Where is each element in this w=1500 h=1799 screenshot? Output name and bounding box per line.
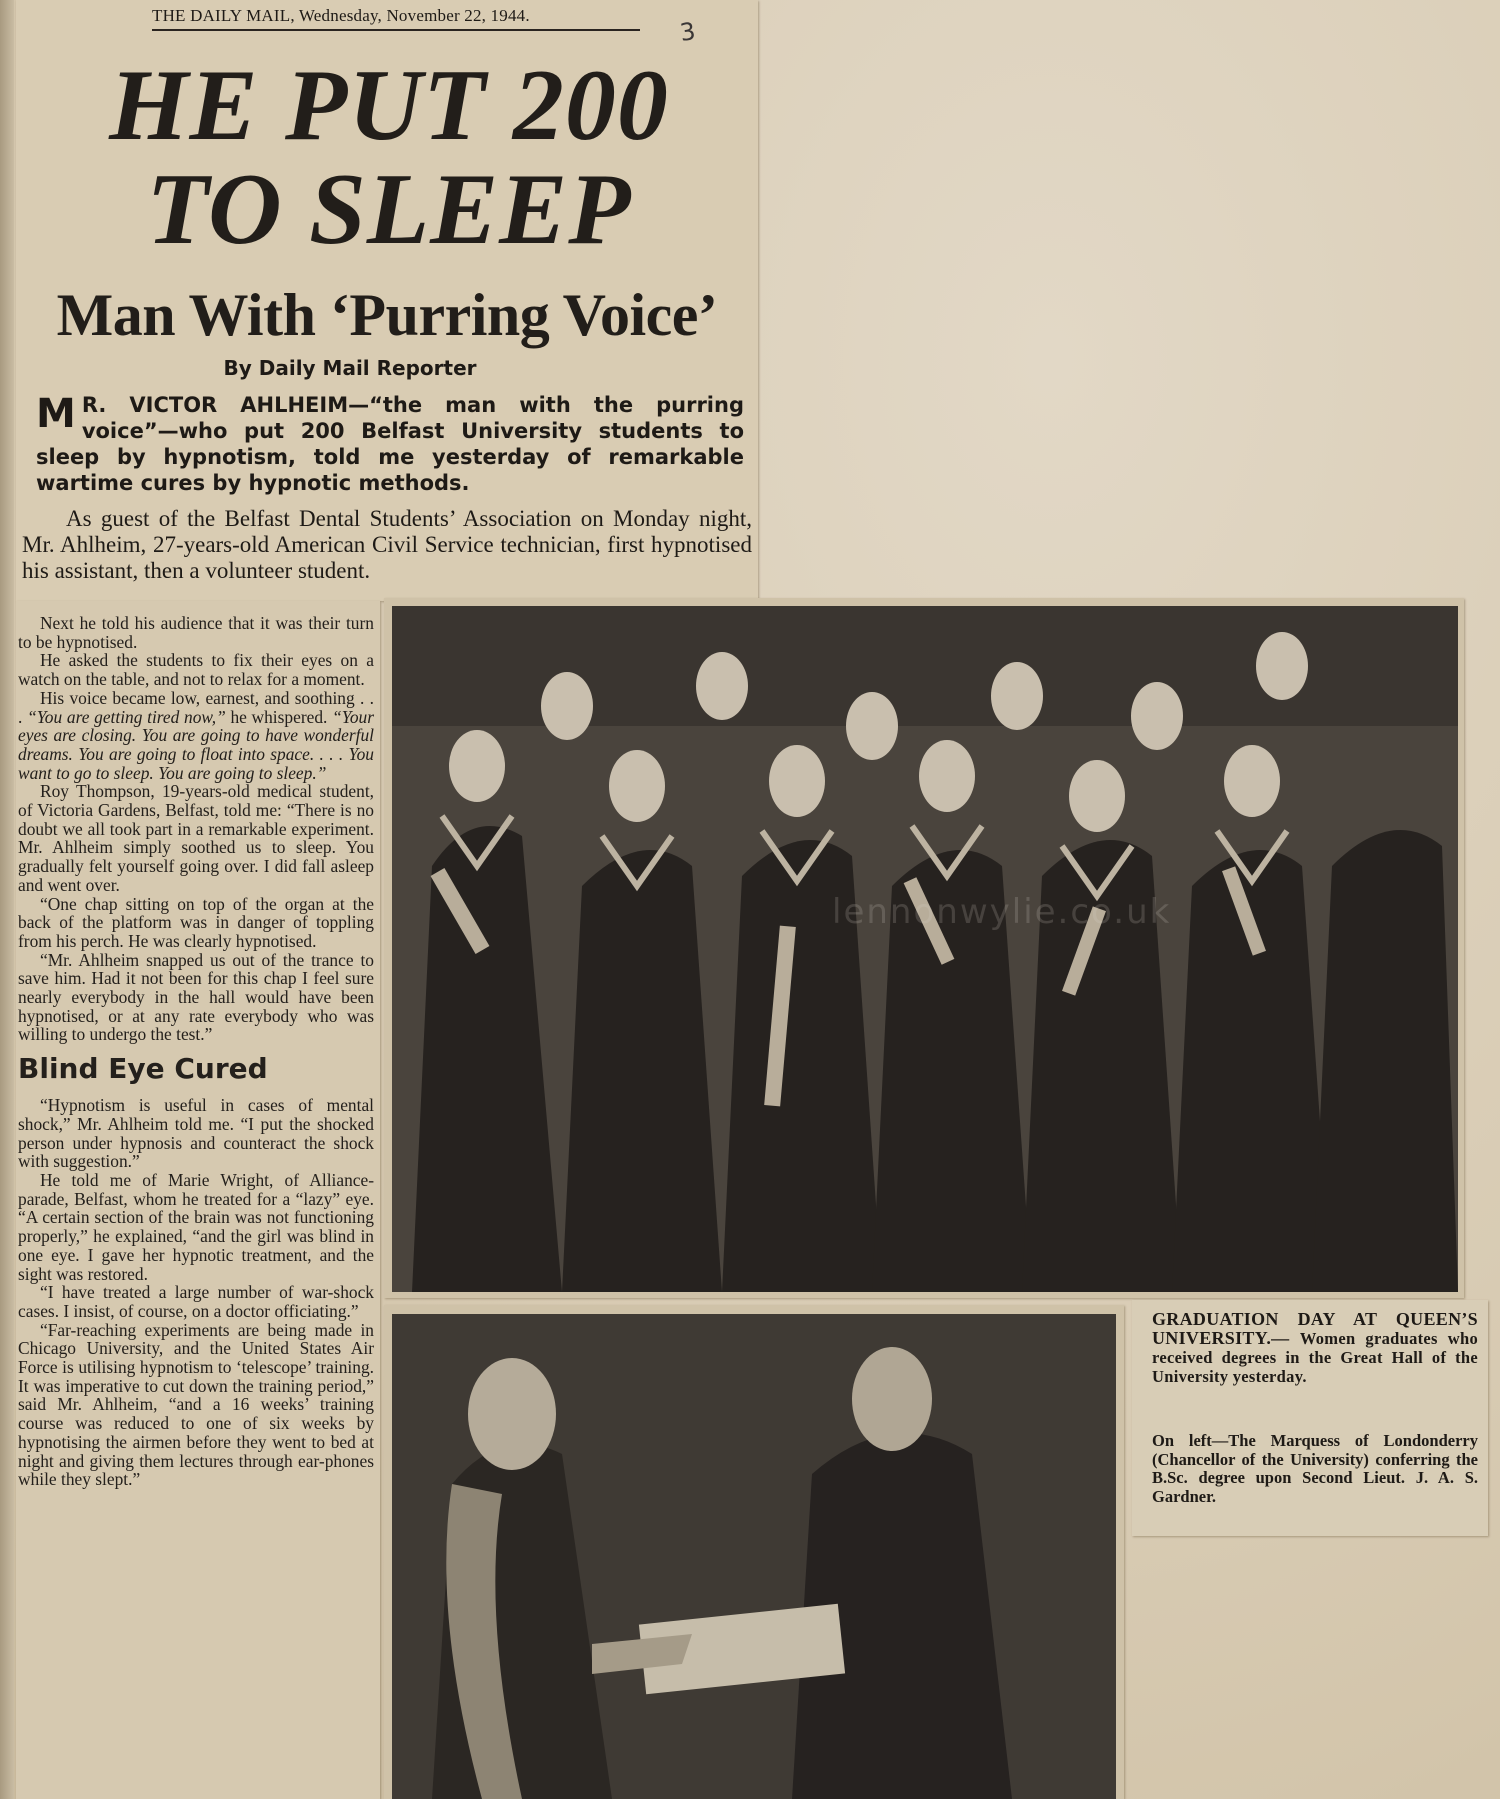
newspaper-dateline: THE DAILY MAIL, Wednesday, November 22, 1944. xyxy=(152,6,640,31)
handwritten-page-number: 3 xyxy=(678,17,698,47)
graduates-group-photo xyxy=(392,606,1458,1292)
article-column xyxy=(18,614,374,1489)
caption-text: Women graduates who received degrees in the Great Hall of the University yesterday. xyxy=(1152,1329,1478,1386)
photo-caption-second: On left—The Marquess of Londonderry (Chancellor of the University) conferring the B.Sc. degree upon Second Lieut. J. A. S. Gardner. xyxy=(1152,1431,1478,1506)
graduates-illustration xyxy=(392,606,1458,1292)
lead-text: R. VICTOR AHLHEIM—“the man with the purring voice”—who put 200 Belfast University students to sleep by hypnotism, told me yesterday of remarkable wartime cures by hypnotic methods. xyxy=(36,393,744,495)
degree-conferral-photo xyxy=(392,1314,1116,1799)
headline-line-1: HE PUT 200 xyxy=(109,49,669,162)
caption-title: GRADUATION DAY AT QUEEN’S UNIVERSITY.— xyxy=(1152,1309,1478,1348)
intro-paragraph: As guest of the Belfast Dental Students’ Association on Monday night, Mr. Ahlheim, 27-years-old American Civil Service technician, first hypnotised his assistant, then a volunteer student. xyxy=(22,506,752,583)
byline: By Daily Mail Reporter xyxy=(223,356,477,380)
paragraph: “One chap sitting on top of the organ at the back of the platform was in danger of toppling from his perch. He was clearly hypnotised. xyxy=(18,893,374,951)
lead-paragraph xyxy=(36,392,744,496)
binding-edge xyxy=(0,0,14,1799)
paragraph: Roy Thompson, 19-years-old medical student, of Victoria Gardens, Belfast, told me: “There is no doubt we all took part in a remarkable experiment. Mr. Ahlheim simply soothed us to sleep. You gradually felt yourself going over. I did fall asleep and went over. xyxy=(18,781,374,895)
subheadline: Man With ‘Purring Voice’ xyxy=(56,282,718,348)
paragraph: “Mr. Ahlheim snapped us out of the trance to save him. Had it not been for this chap I feel sure nearly everybody in the hall would have been hypnotised, or at any rate everybody who was willing to undergo the test.” xyxy=(18,949,374,1045)
photo-caption xyxy=(1152,1310,1478,1386)
headline xyxy=(44,49,734,266)
italic-quote: “You are getting tired now,” xyxy=(27,706,226,727)
paragraph xyxy=(18,689,374,783)
paragraph-text: His voice became low, earnest, and soothing . . . xyxy=(18,687,374,727)
paragraph: He told me of Marie Wright, of Alliance-parade, Belfast, whom he treated for a “lazy” eye. “A certain section of the brain was not functioning properly,” he explained, “and the girl was blind in one eye. I gave her hypnotic treatment, and the sight was restored. xyxy=(18,1169,374,1284)
paragraph: “Hypnotism is useful in cases of mental shock,” Mr. Ahlheim told me. “I put the shocked person under hypnosis and counteract the shock with suggestion.” xyxy=(18,1095,374,1172)
paragraph: “Far-reaching experiments are being made in Chicago University, and the United States Air Force is utilising hypnotism to ‘telescope’ training. It was imperative to cut down the training period,” said Mr. Ahlheim, “and a 16 weeks’ training course was reduced to one of six weeks by hypnotising the airmen before they went to bed at night and giving them lectures through ear-phones while they slept.” xyxy=(18,1319,374,1490)
italic-quote: “Your eyes are closing. You are going to have wonderful dreams. You are going to float into space. . . . You want to go to sleep. You are going to sleep.” xyxy=(18,706,374,783)
conferral-illustration xyxy=(392,1314,1116,1799)
watermark: lennonwylie.co.uk xyxy=(832,892,1172,932)
headline-line-2: TO SLEEP xyxy=(146,153,632,266)
section-heading: Blind Eye Cured xyxy=(18,1052,268,1086)
paragraph: “I have treated a large number of war-shock cases. I insist, of course, on a doctor officiating.” xyxy=(18,1282,374,1321)
paragraph-text: he whispered. xyxy=(230,706,328,727)
drop-cap: M xyxy=(36,391,76,437)
paragraph: Next he told his audience that it was their turn to be hypnotised. xyxy=(18,613,374,652)
paragraph: He asked the students to fix their eyes on a watch on the table, and not to relax for a moment. xyxy=(18,650,374,690)
